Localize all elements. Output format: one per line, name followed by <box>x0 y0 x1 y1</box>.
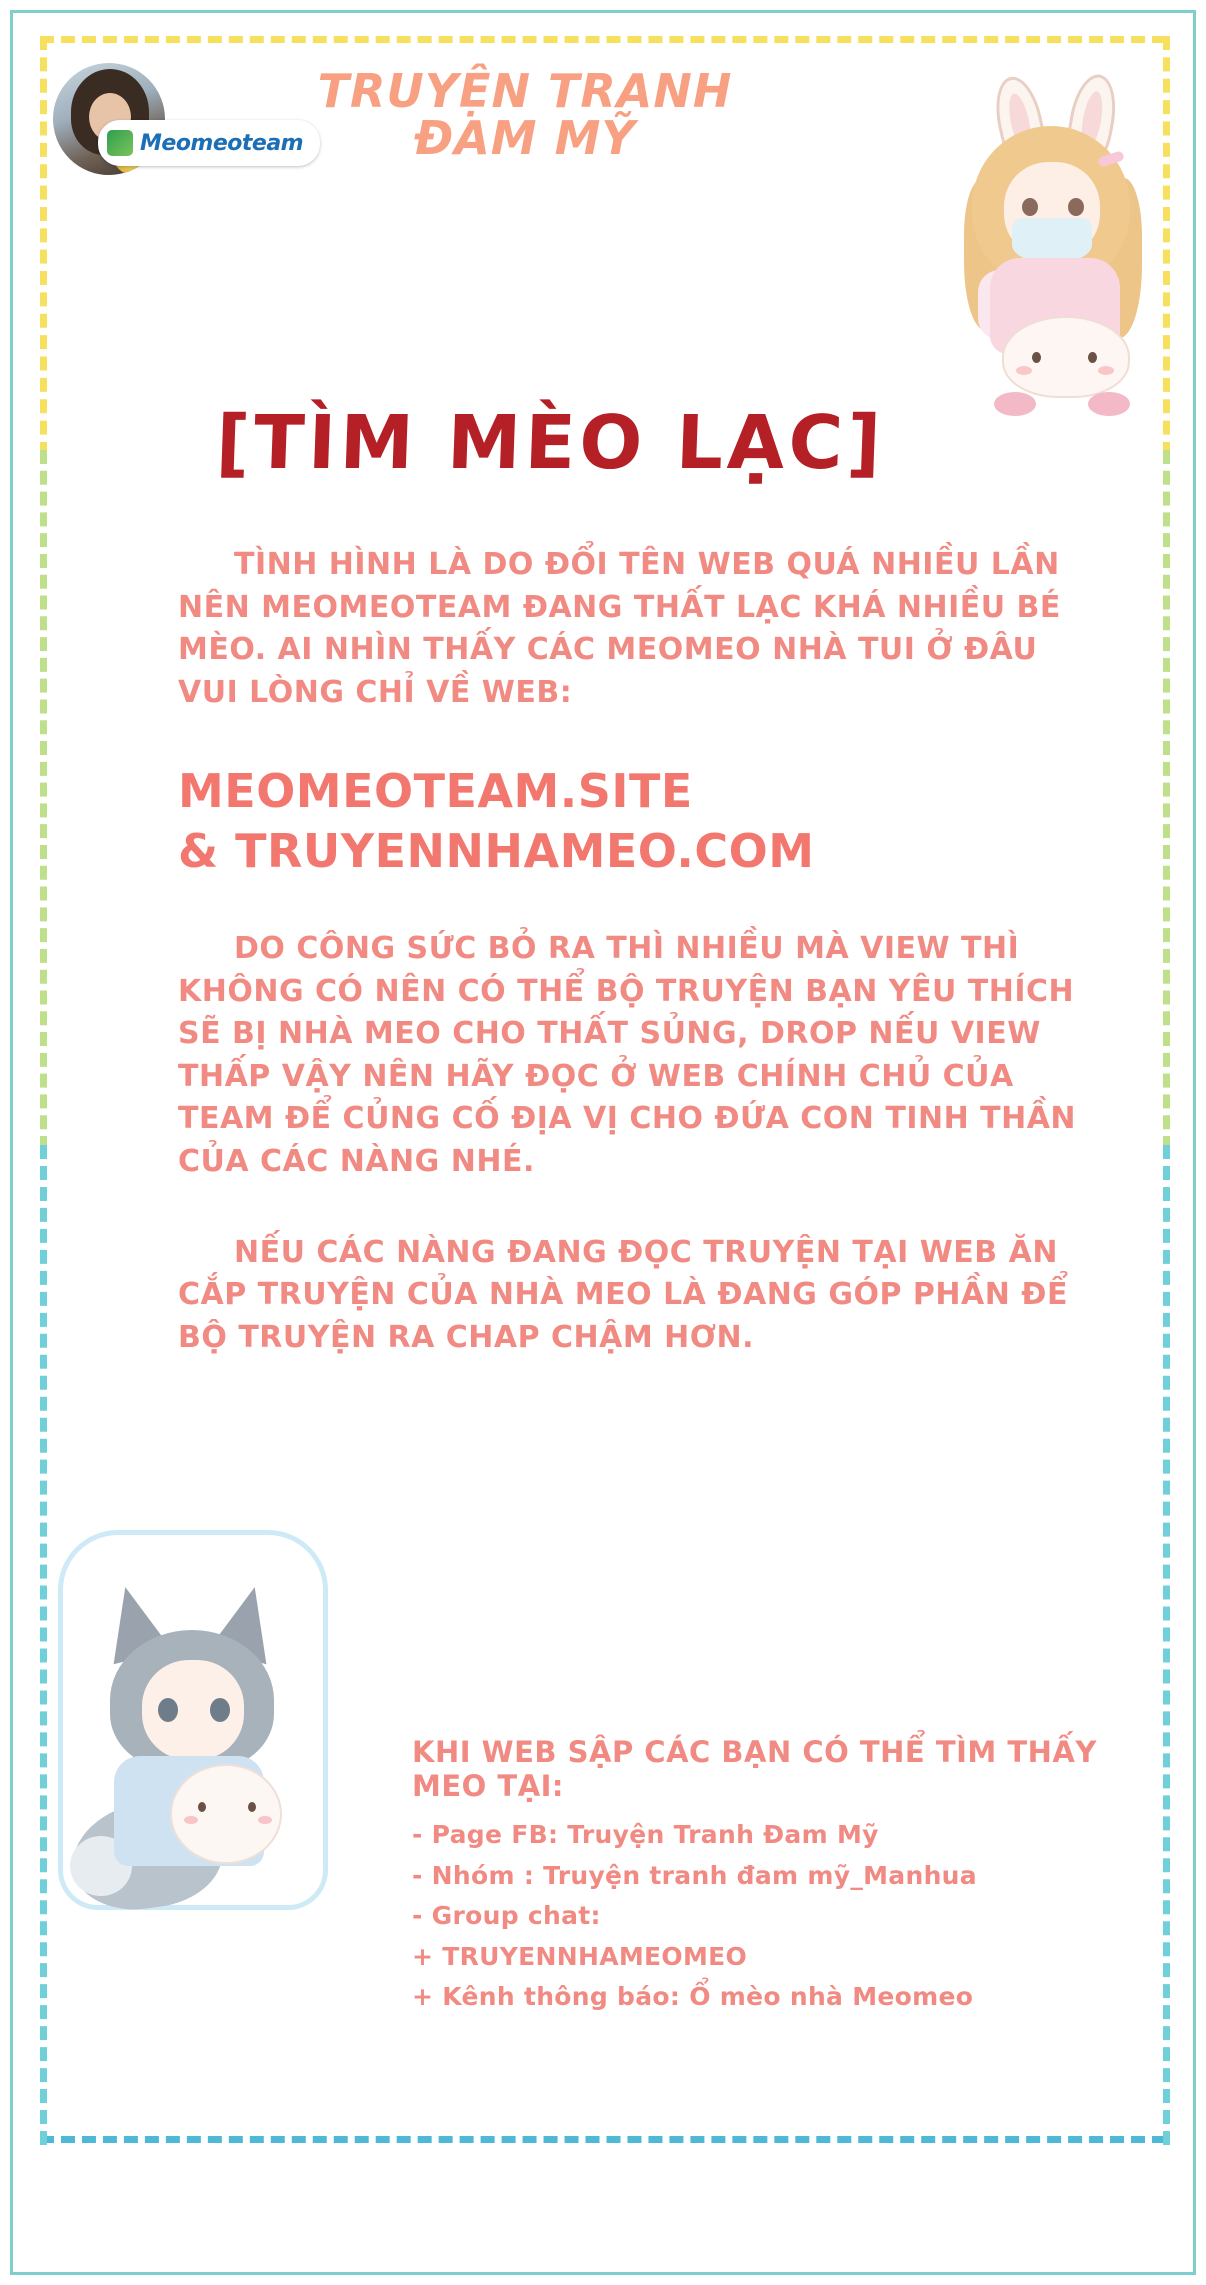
notice-paragraph-1: TÌNH HÌNH LÀ DO ĐỔI TÊN WEB QUÁ NHIỀU LẦN NÊN MEOMEOTEAM ĐANG THẤT LẠC KHÁ NHIỀU BÉ MÈO. AI NHÌN THẤY CÁC MEOMEO NHÀ TUI Ở ĐÂU VUI LÒNG CHỈ VỀ WEB: <box>178 547 1061 710</box>
face-mask-icon <box>1012 218 1092 262</box>
header <box>50 50 1156 220</box>
notice-paragraph-2: DO CÔNG SỨC BỎ RA THÌ NHIỀU MÀ VIEW THÌ KHÔNG CÓ NÊN CÓ THỂ BỘ TRUYỆN BẠN YÊU THÍCH SẼ BỊ NHÀ MEO CHO THẤT SỦNG, DROP NẾU VIEW THẤP VẬY NÊN HÃY ĐỌC Ở WEB CHÍNH CHỦ CỦA TEAM ĐỂ CỦNG CỐ ĐỊA VỊ CHO ĐỨA CON TINH THẦN CỦA CÁC NÀNG NHÉ. <box>178 930 1077 1179</box>
dashed-border-right-middle <box>1163 450 1170 1150</box>
page-title <box>225 64 825 165</box>
site-secondary[interactable]: & TRUYENNHAMEO.COM <box>178 824 815 879</box>
site-primary[interactable]: MEOMEOTEAM.SITE <box>178 764 693 819</box>
badge-square-icon <box>107 130 133 156</box>
contact-line[interactable]: + Kênh thông báo: Ổ mèo nhà Meomeo <box>412 1982 974 2011</box>
team-name-label: Meomeoteam <box>140 130 304 156</box>
dashed-border-bottom <box>40 2136 1166 2143</box>
page-title-line2: ĐAM MỸ <box>414 110 636 165</box>
dashed-border-left-middle <box>40 450 47 1150</box>
contact-info-title: KHI WEB SẬP CÁC BẠN CÓ THỂ TÌM THẤY MEO TẠI: <box>412 1735 1097 1803</box>
dashed-border-right-lower <box>1163 1145 1170 2145</box>
character-illustration-top <box>920 70 1180 440</box>
plush-toy-icon <box>170 1764 282 1864</box>
dashed-border-top <box>40 36 1166 43</box>
contact-line[interactable]: + TRUYENNHAMEOMEO <box>412 1941 748 1971</box>
team-logo <box>50 60 304 180</box>
main-content <box>178 400 1098 1385</box>
contact-line[interactable]: - Group chat: <box>412 1901 601 1930</box>
contact-info-block <box>412 1735 1132 2018</box>
dashed-border-left-upper <box>40 36 47 456</box>
plush-bunny-icon <box>1002 316 1130 398</box>
dashed-border-left-lower <box>40 1145 47 2145</box>
contact-line[interactable]: - Page FB: Truyện Tranh Đam Mỹ <box>412 1820 879 1849</box>
contact-line[interactable]: - Nhóm : Truyện tranh đam mỹ_Manhua <box>412 1860 977 1890</box>
character-illustration-bottom <box>48 1520 348 1940</box>
site-list <box>178 762 1098 882</box>
page-title-line1: TRUYỆN TRANH <box>317 64 733 118</box>
notice-heading: [TÌM MÈO LẠC] <box>214 400 887 486</box>
notice-paragraph-3: NẾU CÁC NÀNG ĐANG ĐỌC TRUYỆN TẠI WEB ĂN CẮP TRUYỆN CỦA NHÀ MEO LÀ ĐANG GÓP PHẦN ĐỂ BỘ TRUYỆN RA CHAP CHẬM HƠN. <box>178 1234 1068 1355</box>
